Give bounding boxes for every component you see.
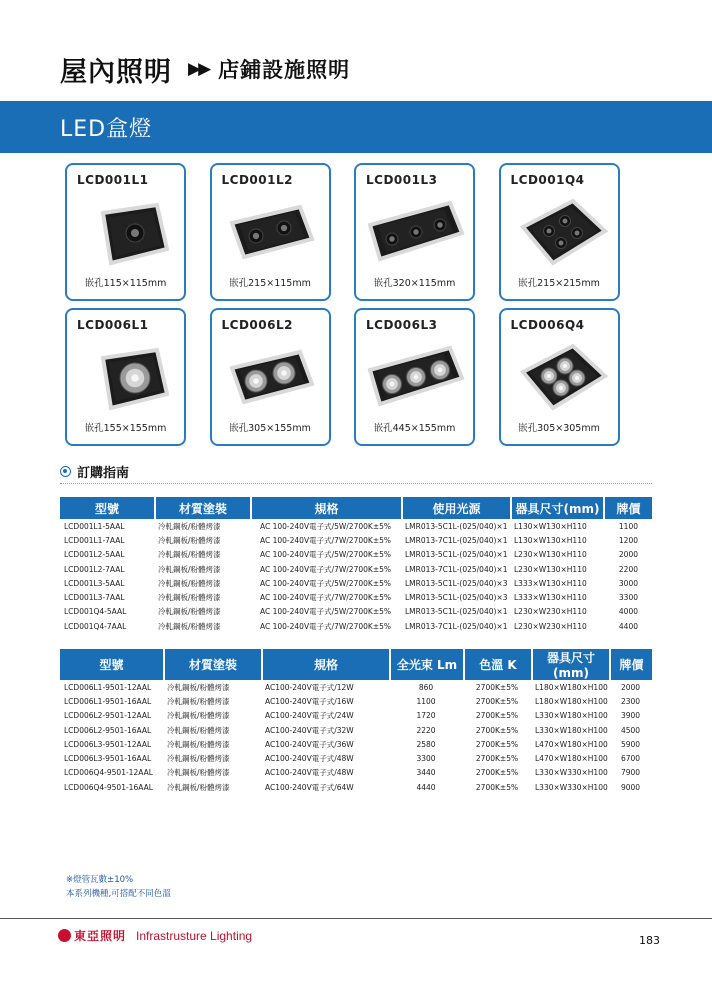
- subcategory-title: 店鋪設施照明: [218, 58, 351, 82]
- table-cell: LMR013-5C1L-(025/040)×3: [405, 593, 508, 603]
- footer-divider: [0, 918, 712, 919]
- table-cell: 2700K±5%: [475, 739, 519, 749]
- column-header: 型號: [60, 497, 154, 519]
- table-cell: L330×W180×H100: [535, 711, 608, 721]
- spec-table-lcd001: [60, 497, 652, 633]
- lamp-led: [558, 241, 563, 246]
- lamp-led: [438, 368, 443, 373]
- column-header: 器具尺寸(mm): [531, 649, 609, 680]
- order-guide-title: 訂購指南: [77, 466, 130, 481]
- table-cell: 2000: [618, 550, 638, 560]
- column-header: 使用光源: [401, 497, 510, 519]
- table-cell: LMR013-7C1L-(025/040)×1: [405, 535, 508, 545]
- cutout-size: 嵌孔115×115mm: [84, 278, 167, 289]
- table-cell: LMR013-5C1L-(025/040)×3: [405, 578, 508, 588]
- table-cell: 1200: [618, 535, 638, 545]
- table-cell: LMR013-5C1L-(025/040)×1: [405, 550, 508, 560]
- logo-emblem-icon: [58, 929, 71, 942]
- table-cell: 2300: [620, 696, 641, 706]
- table-cell: 冷軋鋼板/粉體烤漆: [167, 768, 230, 778]
- product-card: [65, 308, 186, 446]
- table-cell: 冷軋鋼板/粉體烤漆: [167, 754, 230, 764]
- table-cell: LCD001L3-7AAL: [64, 593, 125, 603]
- table-row: [60, 533, 652, 547]
- table-row: [60, 590, 652, 604]
- product-card: [354, 163, 475, 301]
- cutout-size: 嵌孔320×115mm: [373, 278, 456, 289]
- table-cell: LCD001L2-5AAL: [64, 550, 125, 560]
- table-cell: 1100: [416, 696, 436, 706]
- table-cell: 冷軋鋼板/粉體烤漆: [167, 739, 230, 749]
- lamp-led: [563, 364, 567, 368]
- table-cell: LCD001L2-7AAL: [64, 564, 125, 574]
- table-cell: LCD001Q4-5AAL: [64, 607, 127, 617]
- page-number: 183: [639, 934, 660, 947]
- table-cell: 4440: [416, 782, 436, 792]
- order-guide-heading: [60, 462, 129, 481]
- table-cell: AC 100-240V電子式/7W/2700K±5%: [259, 564, 391, 574]
- table-row: [60, 562, 652, 576]
- table-row: [60, 780, 652, 794]
- table-cell: LCD001L1-5AAL: [64, 521, 125, 531]
- table-cell: AC100-240V電子式/48W: [265, 768, 354, 778]
- table-cell: 冷軋鋼板/粉體烤漆: [158, 578, 221, 588]
- cutout-size: 嵌孔215×215mm: [518, 278, 600, 289]
- column-header: 器具尺寸(mm): [510, 497, 603, 519]
- table-cell: L230×W230×H110: [514, 621, 587, 631]
- fixture-illustration: [509, 193, 610, 269]
- lamp-led: [390, 382, 395, 387]
- table-row: [60, 709, 652, 723]
- table-cell: 2200: [618, 564, 638, 574]
- table-cell: 4400: [618, 621, 638, 631]
- table-cell: 4000: [618, 607, 638, 617]
- fixture-illustration: [364, 338, 465, 414]
- lamp-led: [547, 374, 551, 378]
- product-code: LCD006Q4: [510, 318, 585, 332]
- table-cell: 冷軋鋼板/粉體烤漆: [158, 550, 221, 560]
- product-card: [210, 308, 331, 446]
- fixture-illustration: [509, 338, 610, 414]
- table-cell: 3300: [618, 593, 638, 603]
- column-header: 材質塗裝: [163, 649, 261, 680]
- brand-logo: [58, 927, 252, 944]
- table-cell: LCD006Q4-9501-12AAL: [64, 768, 153, 778]
- table-cell: L330×W330×H100: [535, 782, 608, 792]
- fixture-illustration: [220, 193, 321, 269]
- table-cell: L180×W180×H100: [535, 682, 608, 692]
- table-cell: 2700K±5%: [475, 682, 519, 692]
- table-cell: AC100-240V電子式/48W: [265, 754, 354, 764]
- table-cell: 3300: [416, 754, 436, 764]
- table-cell: 2700K±5%: [475, 711, 519, 721]
- table-row: [60, 605, 652, 619]
- table-cell: AC 100-240V電子式/5W/2700K±5%: [259, 521, 391, 531]
- table-cell: L470×W180×H100: [535, 739, 608, 749]
- table-cell: 2000: [620, 682, 641, 692]
- table-cell: 冷軋鋼板/粉體烤漆: [167, 725, 230, 735]
- product-card: [210, 163, 331, 301]
- table-cell: 冷軋鋼板/粉體烤漆: [158, 521, 221, 531]
- product-code: LCD001L2: [221, 173, 293, 187]
- table-row: [60, 694, 652, 708]
- product-code: LCD006L2: [221, 318, 293, 332]
- column-header: 規格: [250, 497, 401, 519]
- table-cell: LMR013-7C1L-(025/040)×1: [405, 564, 508, 574]
- spec-table-lcd006: [60, 649, 652, 794]
- table-cell: AC100-240V電子式/36W: [265, 739, 354, 749]
- brand-tagline: Infrastrusture Lighting: [136, 928, 253, 943]
- table-cell: 2580: [416, 739, 436, 749]
- lamp-led: [562, 219, 567, 224]
- banner-title: LED盒燈: [60, 117, 153, 142]
- table-cell: L470×W180×H100: [535, 754, 608, 764]
- lamp-led: [575, 376, 579, 380]
- table-cell: 冷軋鋼板/粉體烤漆: [158, 535, 221, 545]
- table-cell: 冷軋鋼板/粉體烤漆: [158, 593, 221, 603]
- table-cell: AC100-240V電子式/32W: [265, 725, 354, 735]
- category-title: 屋內照明: [60, 56, 172, 88]
- table-cell: LCD001L1-7AAL: [64, 535, 125, 545]
- table-cell: 4500: [620, 725, 641, 735]
- cutout-size: 嵌孔445×155mm: [373, 423, 456, 434]
- table-cell: AC 100-240V電子式/5W/2700K±5%: [259, 550, 391, 560]
- lamp-led: [414, 375, 419, 380]
- title-banner: [0, 101, 712, 153]
- product-grid: [65, 163, 633, 446]
- product-card: [499, 163, 620, 301]
- table-cell: L330×W180×H100: [535, 725, 608, 735]
- table-cell: AC100-240V電子式/16W: [265, 696, 354, 706]
- table-cell: LMR013-5C1L-(025/040)×1: [405, 521, 508, 531]
- table-cell: 2700K±5%: [475, 782, 519, 792]
- section-divider: [60, 483, 652, 484]
- table-cell: LCD006Q4-9501-16AAL: [64, 782, 153, 792]
- table-cell: AC 100-240V電子式/5W/2700K±5%: [259, 578, 391, 588]
- column-header: 色溫 K: [463, 649, 531, 680]
- table-cell: 冷軋鋼板/粉體烤漆: [167, 782, 230, 792]
- table-cell: L230×W130×H110: [514, 564, 587, 574]
- table-row: [60, 751, 652, 765]
- lamp-led: [131, 374, 139, 382]
- table-cell: 2700K±5%: [475, 725, 519, 735]
- fixture-illustration: [220, 338, 321, 414]
- table-cell: 2700K±5%: [475, 768, 519, 778]
- product-code: LCD001Q4: [510, 173, 585, 187]
- column-header: 牌價: [609, 649, 652, 680]
- lamp-led: [252, 233, 258, 239]
- table-cell: 9000: [620, 782, 641, 792]
- column-header: 型號: [60, 649, 163, 680]
- cutout-size: 嵌孔305×155mm: [229, 423, 311, 434]
- lamp-led: [389, 236, 394, 241]
- table-cell: 2220: [416, 725, 436, 735]
- product-code: LCD006L1: [77, 318, 149, 332]
- table-row: [60, 680, 652, 694]
- column-header: 牌價: [603, 497, 652, 519]
- table-cell: 860: [418, 682, 434, 692]
- table-cell: LCD006L1-9501-12AAL: [64, 682, 152, 692]
- logo-text: 東亞照明: [74, 929, 127, 943]
- lamp-led: [559, 386, 563, 390]
- table-cell: 3000: [618, 578, 638, 588]
- bullet-circle-icon: [60, 466, 71, 477]
- table-cell: L230×W130×H110: [514, 550, 587, 560]
- table-cell: AC 100-240V電子式/7W/2700K±5%: [259, 593, 391, 603]
- table-cell: 冷軋鋼板/粉體烤漆: [167, 696, 230, 706]
- table-cell: LCD006L3-9501-12AAL: [64, 739, 152, 749]
- lamp-led: [281, 370, 287, 376]
- product-code: LCD006L3: [366, 318, 438, 332]
- table-cell: L130×W130×H110: [514, 521, 587, 531]
- table-cell: AC 100-240V電子式/5W/2700K±5%: [259, 607, 391, 617]
- table-cell: L180×W180×H100: [535, 696, 608, 706]
- column-header: 規格: [261, 649, 389, 680]
- table-cell: 6700: [620, 754, 641, 764]
- product-code: LCD001L3: [366, 173, 438, 187]
- table-cell: L130×W130×H110: [514, 535, 587, 545]
- table-row: [60, 619, 652, 633]
- table-cell: L333×W130×H110: [514, 578, 587, 588]
- table-row: [60, 737, 652, 751]
- lamp-led: [437, 222, 442, 227]
- table-cell: 1720: [416, 711, 436, 721]
- table-cell: AC100-240V電子式/24W: [265, 711, 354, 721]
- cutout-size: 嵌孔155×155mm: [84, 423, 167, 434]
- table-cell: 冷軋鋼板/粉體烤漆: [158, 621, 221, 631]
- fixture-illustration: [75, 338, 176, 414]
- table-cell: 5900: [620, 739, 641, 749]
- table-cell: LCD001L3-5AAL: [64, 578, 125, 588]
- table-row: [60, 548, 652, 562]
- table-cell: 冷軋鋼板/粉體烤漆: [167, 682, 230, 692]
- product-code: LCD001L1: [77, 173, 149, 187]
- table-cell: LCD006L3-9501-16AAL: [64, 754, 152, 764]
- note-wattage: ※燈管瓦數±10%: [66, 875, 134, 885]
- table-cell: LCD006L2-9501-16AAL: [64, 725, 152, 735]
- table-cell: 2700K±5%: [475, 696, 519, 706]
- table-row: [60, 576, 652, 590]
- table-cell: L230×W230×H110: [514, 607, 587, 617]
- table-cell: AC 100-240V電子式/7W/2700K±5%: [259, 621, 391, 631]
- table-row: [60, 519, 652, 533]
- page-header: [60, 52, 350, 86]
- table-cell: 冷軋鋼板/粉體烤漆: [167, 711, 230, 721]
- table-row: [60, 723, 652, 737]
- table-cell: LCD006L1-9501-16AAL: [64, 696, 152, 706]
- table-cell: 1100: [618, 521, 638, 531]
- table-cell: 3440: [416, 768, 436, 778]
- product-card: [354, 308, 475, 446]
- table-cell: 冷軋鋼板/粉體烤漆: [158, 607, 221, 617]
- table-cell: AC 100-240V電子式/7W/2700K±5%: [259, 535, 391, 545]
- note-color-temp: 本系列機種,可搭配不同色溫: [66, 889, 171, 899]
- lamp-led: [413, 229, 418, 234]
- table-cell: AC100-240V電子式/64W: [265, 782, 354, 792]
- product-card: [499, 308, 620, 446]
- table-cell: LCD001Q4-7AAL: [64, 621, 127, 631]
- lamp-led: [253, 378, 259, 384]
- lamp-led: [546, 229, 551, 234]
- table-cell: LCD006L2-9501-12AAL: [64, 711, 152, 721]
- table-cell: L330×W330×H100: [535, 768, 608, 778]
- table-cell: 2700K±5%: [475, 754, 519, 764]
- product-card: [65, 163, 186, 301]
- column-header: 全光束 Lm: [389, 649, 463, 680]
- table-cell: LMR013-5C1L-(025/040)×1: [405, 607, 508, 617]
- lamp-led: [280, 225, 286, 231]
- table-cell: AC100-240V電子式/12W: [265, 682, 354, 692]
- cutout-size: 嵌孔305×305mm: [518, 423, 600, 434]
- column-header: 材質塗裝: [154, 497, 250, 519]
- lamp-led: [131, 229, 139, 237]
- lamp-led: [574, 231, 579, 236]
- table-row: [60, 766, 652, 780]
- table-cell: LMR013-7C1L-(025/040)×1: [405, 621, 508, 631]
- fixture-illustration: [364, 193, 465, 269]
- double-arrow-icon: ▶▶: [188, 59, 209, 79]
- table-cell: 3900: [620, 711, 641, 721]
- cutout-size: 嵌孔215×115mm: [229, 278, 311, 289]
- table-cell: 冷軋鋼板/粉體烤漆: [158, 564, 221, 574]
- fixture-illustration: [75, 193, 176, 269]
- table-cell: L333×W130×H110: [514, 593, 587, 603]
- table-cell: 7900: [620, 768, 641, 778]
